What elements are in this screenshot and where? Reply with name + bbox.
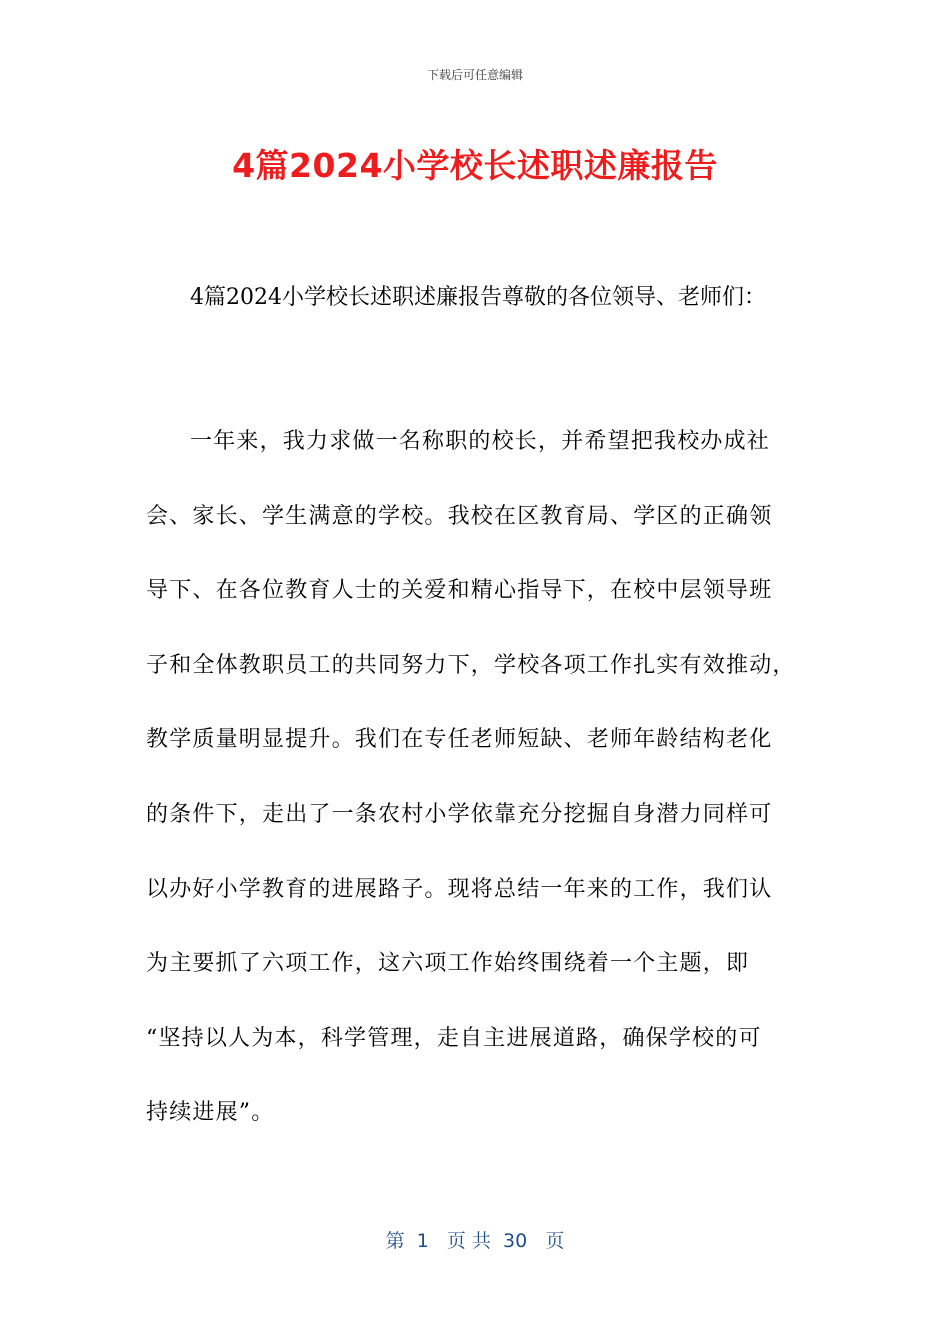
body-line: 以办好小学教育的进展路子。现将总结一年来的工作，我们认 — [146, 876, 773, 902]
body-line: 的条件下，走出了一条农村小学依靠充分挖掘自身潜力同样可 — [146, 801, 773, 827]
body-line: 一年来，我力求做一名称职的校长，并希望把我校办成社 — [190, 429, 771, 454]
header-note: 下载后可任意编辑 — [426, 68, 523, 82]
body-line: 为主要抓了六项工作，这六项工作始终围绕着一个主题，即 — [146, 951, 750, 977]
body-line: 子和全体教职员工的共同努力下，学校各项工作扎实有效推动， — [146, 652, 796, 678]
body-line: 会、家长、学生满意的学校。我校在区教育局、学区的正确领 — [146, 503, 773, 529]
body-line: “坚持以人为本，科学管理，走自主进展道路，确保学校的可 — [146, 1025, 762, 1051]
body-line: 导下、在各位教育人士的关爱和精心指导下，在校中层领导班 — [146, 578, 773, 604]
body-line: 教学质量明显提升。我们在专任老师短缺、老师年龄结构老化 — [146, 727, 773, 753]
page-number-footer: 第 1 页 共 30 页 — [385, 1230, 565, 1252]
document-title: 4篇2024小学校长述职述廉报告 — [232, 146, 718, 185]
body-paragraph — [146, 427, 836, 1173]
body-line: 持续进展”。 — [146, 1100, 275, 1126]
intro-paragraph: 4篇2024小学校长述职述廉报告尊敬的各位领导、老师们： — [190, 285, 766, 310]
